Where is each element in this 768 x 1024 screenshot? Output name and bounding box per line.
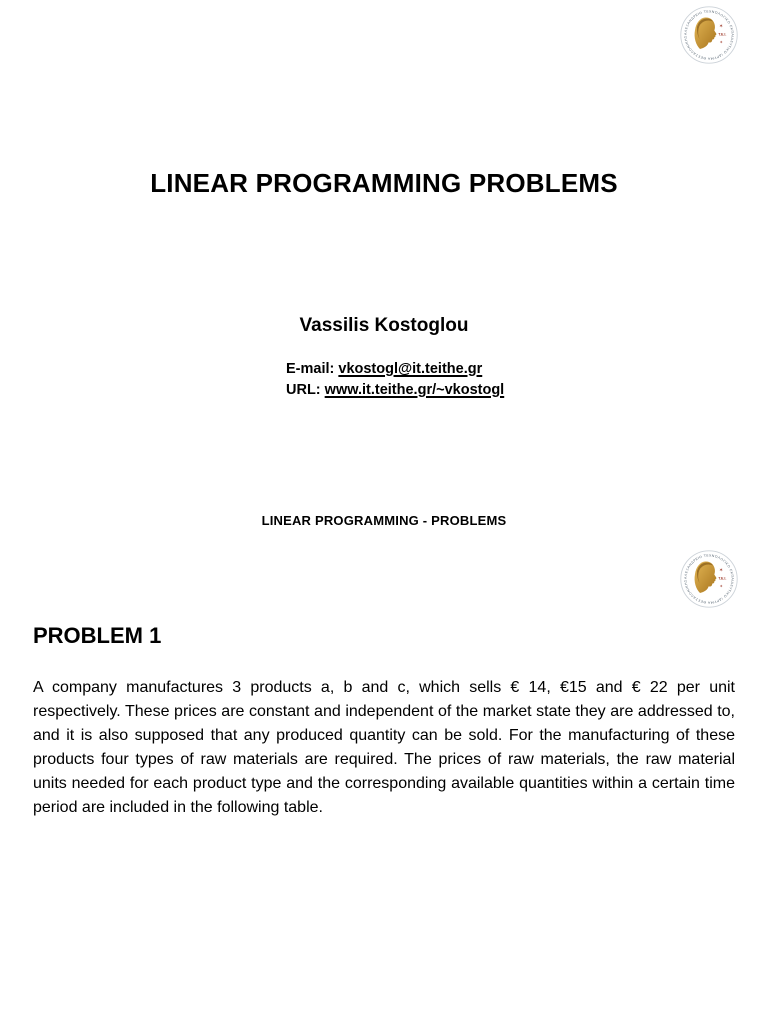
tei-monogram: Τ.Ε.Ι. [718, 576, 727, 581]
email-label: E-mail: [286, 361, 335, 377]
star-icon: ✶ [719, 567, 724, 574]
document-title: LINEAR PROGRAMMING PROBLEMS [150, 168, 618, 198]
tei-monogram: Τ.Ε.Ι. [718, 32, 727, 37]
page-section-header: LINEAR PROGRAMMING - PROBLEMS [261, 513, 507, 528]
email-line [286, 359, 504, 380]
seal-ring-text: ΑΛΕΞΑΝΔΡΕΙΟ ΤΕΧΝΟΛΟΓΙΚΟ ΕΚΠΑΙΔΕΥΤΙΚΟ ΙΔΡΥΜΑ ΘΕΣΣΑΛΟΝΙΚΗΣ [683, 9, 735, 61]
star-icon: ✶ [719, 23, 724, 30]
url-line [286, 380, 504, 401]
contact-block [286, 359, 504, 401]
author-name: Vassilis Kostoglou [299, 315, 469, 336]
email-link[interactable]: vkostogl@it.teithe.gr [338, 361, 483, 377]
url-link[interactable]: www.it.teithe.gr/~vkostogl [324, 382, 505, 398]
star-icon: ✶ [719, 39, 723, 45]
university-seal-logo [679, 5, 739, 65]
seal-ring-text: ΑΛΕΞΑΝΔΡΕΙΟ ΤΕΧΝΟΛΟΓΙΚΟ ΕΚΠΑΙΔΕΥΤΙΚΟ ΙΔΡΥΜΑ ΘΕΣΣΑΛΟΝΙΚΗΣ [683, 553, 735, 605]
university-seal-logo [679, 549, 739, 609]
problem-1-heading: PROBLEM 1 [33, 623, 162, 648]
url-label: URL: [286, 382, 321, 398]
star-icon: ✶ [719, 583, 723, 589]
problem-1-text: A company manufactures 3 products a, b and c, which sells € 14, €15 and € 22 per unit respectively. These prices are constant and independent of the market state they are addressed to, and it is also supposed that any produced quantity can be sold. For the manufacturing of these products four types of raw materials are required. The prices of raw materials, the raw material units needed for each product type and the corresponding available quantities within a certain time period are included in the following table. [33, 679, 735, 816]
